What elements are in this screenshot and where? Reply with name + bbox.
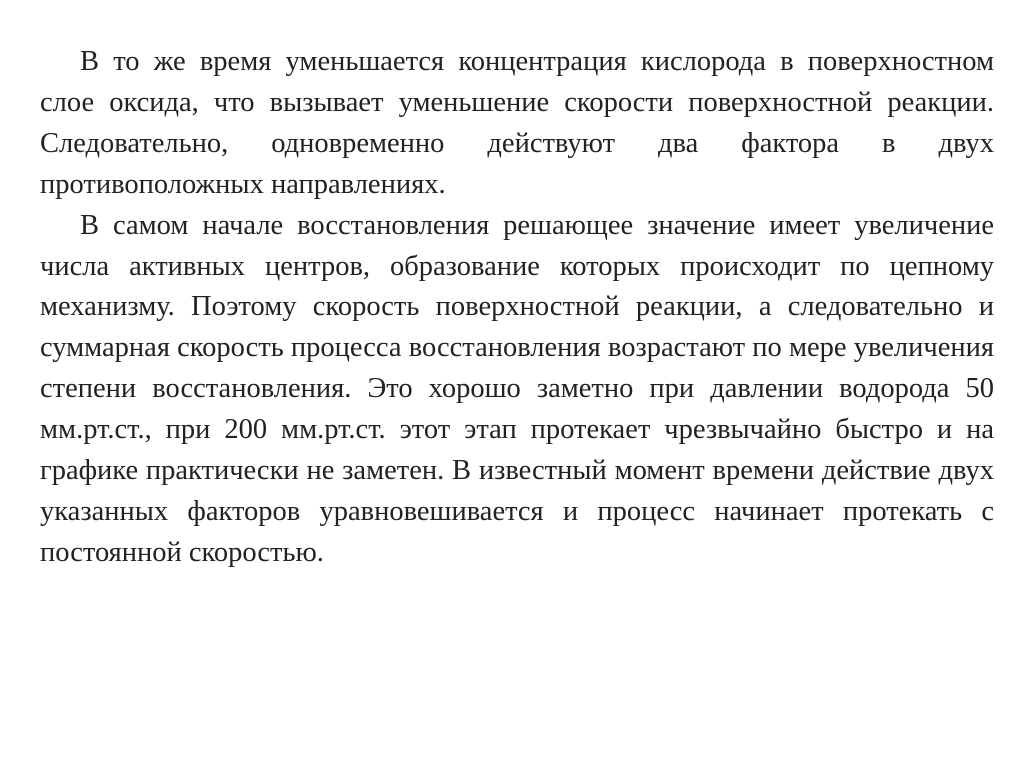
paragraph-2: В самом начале восстановления решающее значение имеет увеличение числа активных центров, образование которых происходит по цепному механизму. Поэтому скорость поверхностной реакции, а следовательно и суммарная скорость процесса восстановления возрастают по мере увеличения степени восстановления. Это хорошо заметно при давлении водорода 50 мм.рт.ст., при 200 мм.рт.ст. этот этап протекает чрезвычайно быстро и на графике практически не заметен. В известный момент времени действие двух указанных факторов уравновешивается и процесс начинает протекать с постоянной скоростью. [40, 209, 994, 568]
body-text [40, 42, 994, 574]
paragraph-1: В то же время уменьшается концентрация кислорода в поверхностном слое оксида, что вызывает уменьшение скорости поверхностной реакции. Следовательно, одновременно действуют два фактора в двух противоположных направлениях. [40, 46, 994, 200]
